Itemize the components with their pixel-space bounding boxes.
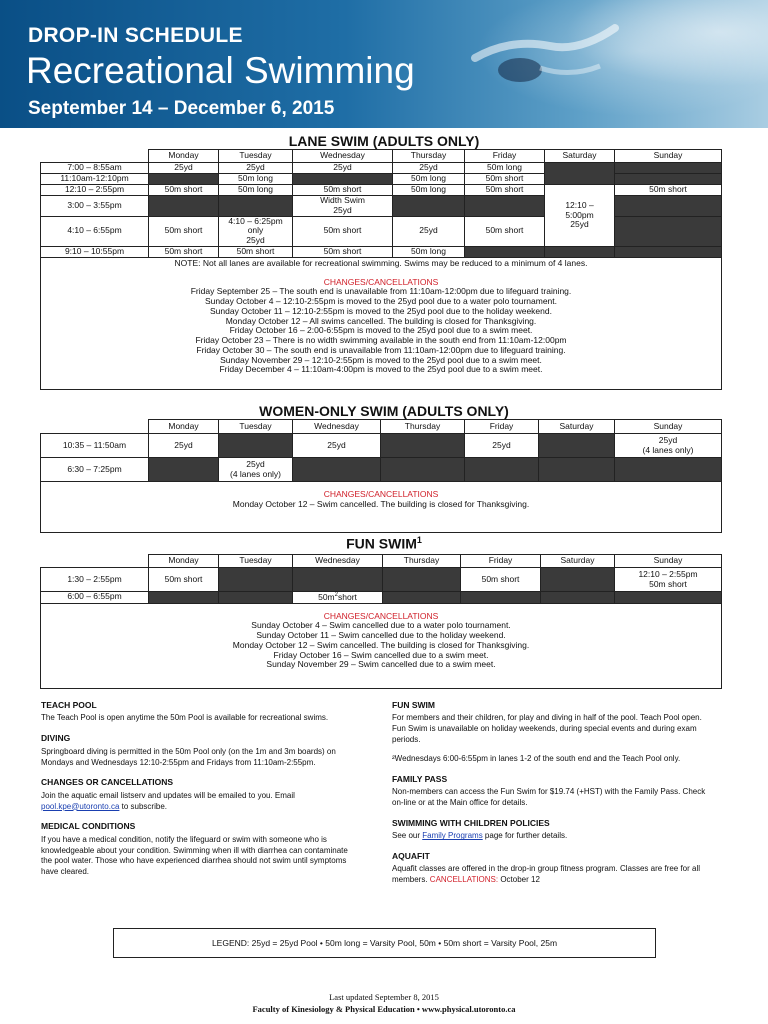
saturday-time-start: 12:10 – [565,199,594,210]
closed-cell [615,174,722,185]
info-right-column [392,700,712,895]
table-row [41,174,722,185]
schedule-cell: 50m long [393,246,465,257]
schedule-cell: 50m long [465,163,545,174]
lane-swim-table [40,149,722,390]
medical-text: If you have a medical condition, notify the lifeguard or swim with someone who is knowledgeable about your condition. Swimming when ill with diarrhea can contaminate the pool water. Those who have experienced diarrhea should not swim until symptoms have cleared. [41,834,348,877]
cell-line: (4 lanes only) [229,468,282,479]
fun-swim-table [40,554,722,689]
women-change-item: Monday October 12 – Swim cancelled. The building is closed for Thanksgiving. [232,498,530,509]
aquafit-body: Aquafit classes are offered in the drop-in group fitness program. Classes are free for all members. [392,864,701,885]
closed-cell [149,196,219,217]
lane-swim-title: LANE SWIM (ADULTS ONLY) [288,133,480,149]
lane-change-item: Friday October 23 – There is no width swimming available in the south end from 11:10am-12:00pm [195,335,567,346]
schedule-cell: 50m short [149,246,219,257]
schedule-cell: 50m short [149,216,219,246]
lane-change-item: Sunday October 4 – 12:10-2:55pm is moved to the 25yd pool due to a water polo tournament. [204,296,558,307]
schedule-cell: 25yd [219,163,293,174]
cell-line: (4 lanes only) [642,444,694,455]
fun-swim-footnote: ²Wednesdays 6:00-6:55pm in lanes 1-2 of the south end and the Teach Pool only. [392,753,681,763]
schedule-cell: 50m long [219,185,293,196]
time-cell: 4:10 – 6:55pm [41,216,149,246]
notes-row [41,257,722,389]
closed-cell [219,434,293,458]
schedule-cell: 50m short [465,185,545,196]
notes-row [41,603,722,688]
closed-cell [545,246,615,257]
schedule-subtitle: DROP-IN SCHEDULE [28,24,243,47]
table-row [41,196,722,217]
family-programs-link[interactable]: Family Programs [422,831,483,841]
table-header-row [41,150,722,163]
family-pass-heading: FAMILY PASS [392,773,448,784]
diving-text: Springboard diving is permitted in the 50m Pool only (on the 1m and 3m boards) on Mondays and Wednesdays 12:10-2:55pm and Fridays from 11:10am-2:55pm. [41,746,336,767]
children-policy-heading: SWIMMING WITH CHILDREN POLICIES [392,817,550,828]
women-swim-title: WOMEN-ONLY SWIM (ADULTS ONLY) [259,403,509,419]
table-row [41,568,722,592]
table-header-row [41,420,722,434]
schedule-cell: 50m short [293,216,393,246]
schedule-cell: 25yd [393,216,465,246]
closed-cell [149,592,219,604]
day-header: Monday [149,420,219,434]
changes-text-body: Join the aquatic email listserv and updates will be emailed to you. Email [41,790,295,800]
closed-cell [293,174,393,185]
table-row [41,458,722,482]
schedule-cell: 50m short [149,185,219,196]
schedule-cell: 50m short [293,246,393,257]
teach-pool-text: The Teach Pool is open anytime the 50m Pool is available for recreational swims. [41,713,329,723]
closed-cell [383,568,461,592]
day-header: Friday [465,150,545,163]
closed-cell [465,196,545,217]
schedule-cell: 25yd [149,163,219,174]
schedule-cell [293,196,393,217]
day-header: Wednesday [293,150,393,163]
info-left-column [41,700,361,887]
closed-cell [615,196,722,217]
schedule-cell: 25yd [149,434,219,458]
lane-change-item: Sunday November 29 – 12:10-2:55pm is moved to the 25yd pool due to a swim meet. [220,354,542,365]
closed-cell [381,434,465,458]
table-row [41,216,722,246]
legend-text: LEGEND: 25yd = 25yd Pool • 50m long = Varsity Pool, 50m • 50m short = Varsity Pool, 25m [211,938,558,948]
lane-change-item: Friday September 25 – The south end is unavailable from 11:10am-12:00pm due to lifeguard training. [190,286,572,297]
closed-cell [615,163,722,174]
aquafit-cancellations-label: CANCELLATIONS: [429,875,499,885]
teach-pool-heading: TEACH POOL [41,700,97,710]
lane-change-item: Friday December 4 – 11:10am-4:00pm is moved to the 25yd pool due to a swim meet. [219,364,543,375]
schedule-cell: 25yd [465,434,539,458]
fun-swim-heading: FUN SWIM [392,700,435,710]
closed-cell [293,568,383,592]
table-row [41,163,722,174]
time-cell: 9:10 – 10:55pm [41,246,149,257]
swimmer-image [470,18,620,88]
day-header: Saturday [545,150,615,163]
closed-cell [615,246,722,257]
fun-change-item: Sunday October 11 – Swim cancelled due to the holiday weekend. [256,630,506,641]
closed-cell [393,196,465,217]
last-updated: Last updated September 8, 2015 [329,992,439,1002]
day-header: Sunday [615,555,722,568]
closed-cell [615,592,722,604]
closed-cell [465,458,539,482]
schedule-cell [293,592,383,604]
cell-line: 25yd [246,235,265,246]
cell-line: 4:10 – 6:25pm [228,215,283,226]
day-header: Tuesday [219,150,293,163]
fun-changes-title: CHANGES/CANCELLATIONS [323,610,439,621]
legend-box [113,928,656,958]
lane-change-item: Friday October 16 – 2:00-6:55pm is moved to the 25yd pool due to a swim meet. [229,325,533,336]
time-cell: 10:35 – 11:50am [41,434,149,458]
day-header: Friday [461,555,541,568]
fun-swim-title-text: FUN SWIM [346,535,417,552]
aquafit-heading: AQUAFIT [392,850,430,861]
family-pass-text: Non-members can access the Fun Swim for $19.74 (+HST) with the Family Pass. Check on-line or at the Main office for details. [392,787,706,807]
schedule-cell: 50m short [293,185,393,196]
table-row [41,246,722,257]
closed-cell [383,592,461,604]
women-swim-table [40,419,722,533]
schedule-cell [615,434,722,458]
closed-cell [541,592,615,604]
children-policy-text [392,831,712,842]
cell-line: 25yd [658,434,678,445]
lane-change-item: Friday October 30 – The south end is unavailable from 11:10am-12:00pm due to lifeguard training. [196,344,566,355]
table-header-row [41,555,722,568]
day-header: Tuesday [219,420,293,434]
closed-cell [293,458,381,482]
footnote-mark: 2 [334,592,338,598]
day-header: Friday [465,420,539,434]
medical-heading: MEDICAL CONDITIONS [41,821,136,832]
changes-heading: CHANGES OR CANCELLATIONS [41,777,174,788]
header-banner [0,0,768,128]
time-cell: 11:10am-12:10pm [41,174,149,185]
schedule-cell: 25yd [393,163,465,174]
fun-change-item: Friday October 16 – Swim cancelled due to a swim meet. [273,649,489,660]
table-row [41,434,722,458]
schedule-cell [219,458,293,482]
schedule-cell [219,216,293,246]
saturday-time-end: 5:00pm [565,209,594,220]
aquafit-date: October 12 [498,875,540,885]
cell-text: short [337,591,357,602]
closed-cell [615,458,722,482]
width-swim-label: Width Swim [320,195,365,205]
closed-cell [541,568,615,592]
diving-heading: DIVING [41,733,71,744]
time-cell: 6:30 – 7:25pm [41,458,149,482]
closed-cell [465,246,545,257]
lane-changes-title: CHANGES/CANCELLATIONS [323,276,439,287]
time-cell: 6:00 – 6:55pm [41,592,149,604]
fun-swim-title [0,535,768,552]
closed-cell [149,458,219,482]
email-link[interactable]: pool.kpe@utoronto.ca [41,801,120,811]
day-header: Thursday [393,150,465,163]
cell-line: 50m short [649,578,687,589]
closed-cell [461,592,541,604]
schedule-cell: 50m short [615,185,722,196]
fun-change-item: Sunday October 4 – Swim cancelled due to a water polo tournament. [251,620,511,631]
schedule-dates: September 14 – December 6, 2015 [28,98,335,119]
day-header: Monday [149,150,219,163]
width-swim-pool: 25yd [333,204,352,215]
closed-cell [149,174,219,185]
lane-change-item: Monday October 12 – All swims cancelled. The building is closed for Thanksgiving. [225,315,537,326]
cell-line: only [247,225,264,236]
closed-cell [219,592,293,604]
children-pre: See our [392,831,423,841]
schedule-cell: 50m short [149,568,219,592]
day-header: Tuesday [219,555,293,568]
day-header: Monday [149,555,219,568]
page-title: Recreational Swimming [26,50,415,91]
day-header: Sunday [615,150,722,163]
closed-cell [219,196,293,217]
cell-line: 12:10 – 2:55pm [638,568,698,579]
fun-change-item: Sunday November 29 – Swim cancelled due to a swim meet. [266,659,496,670]
notes-row [41,482,722,533]
closed-cell [381,458,465,482]
time-cell: 3:00 – 3:55pm [41,196,149,217]
schedule-cell: 50m long [219,174,293,185]
day-header: Saturday [541,555,615,568]
schedule-cell: 50m short [465,174,545,185]
schedule-cell: 50m short [461,568,541,592]
fun-swim-text: For members and their children, for play and diving in half of the pool. Teach Pool open. Fun Swim is unavailable on holiday weekends, during special events and during exam periods. [392,713,702,745]
lane-note: NOTE: Not all lanes are available for recreational swimming. Swims may be reduced to a minimum of 4 lanes. [174,257,588,268]
women-changes-title: CHANGES/CANCELLATIONS [323,489,439,499]
day-header: Sunday [615,420,722,434]
time-cell: 7:00 – 8:55am [41,163,149,174]
day-header: Saturday [539,420,615,434]
time-cell: 1:30 – 2:55pm [41,568,149,592]
fun-swim-footnote-mark: 1 [416,535,422,545]
closed-cell [539,458,615,482]
day-header: Thursday [383,555,461,568]
schedule-cell: 50m long [393,174,465,185]
saturday-cell [545,185,615,247]
cell-line: 25yd [246,458,265,469]
time-cell: 12:10 – 2:55pm [41,185,149,196]
closed-cell [545,163,615,185]
fun-change-item: Monday October 12 – Swim cancelled. The building is closed for Thanksgiving. [232,639,530,650]
day-header: Wednesday [293,420,381,434]
schedule-cell [615,568,722,592]
schedule-cell: 50m short [465,216,545,246]
changes-text-tail: to subscribe. [119,801,167,811]
changes-text [41,791,361,813]
schedule-cell: 50m short [219,246,293,257]
table-row [41,185,722,196]
children-post: page for further details. [482,831,568,841]
closed-cell [615,216,722,246]
saturday-pool: 25yd [570,219,589,230]
schedule-cell: 50m long [393,185,465,196]
day-header: Thursday [381,420,465,434]
cell-text: 50m [318,591,335,602]
table-row [41,592,722,604]
schedule-cell: 25yd [293,163,393,174]
day-header: Wednesday [293,555,383,568]
lane-change-item: Sunday October 11 – 12:10-2:55pm is moved to the 25yd pool due to the holiday weekend. [210,305,552,316]
schedule-cell: 25yd [293,434,381,458]
closed-cell [219,568,293,592]
footer-org: Faculty of Kinesiology & Physical Education • www.physical.utoronto.ca [252,1004,516,1014]
closed-cell [539,434,615,458]
aquafit-text [392,864,712,886]
